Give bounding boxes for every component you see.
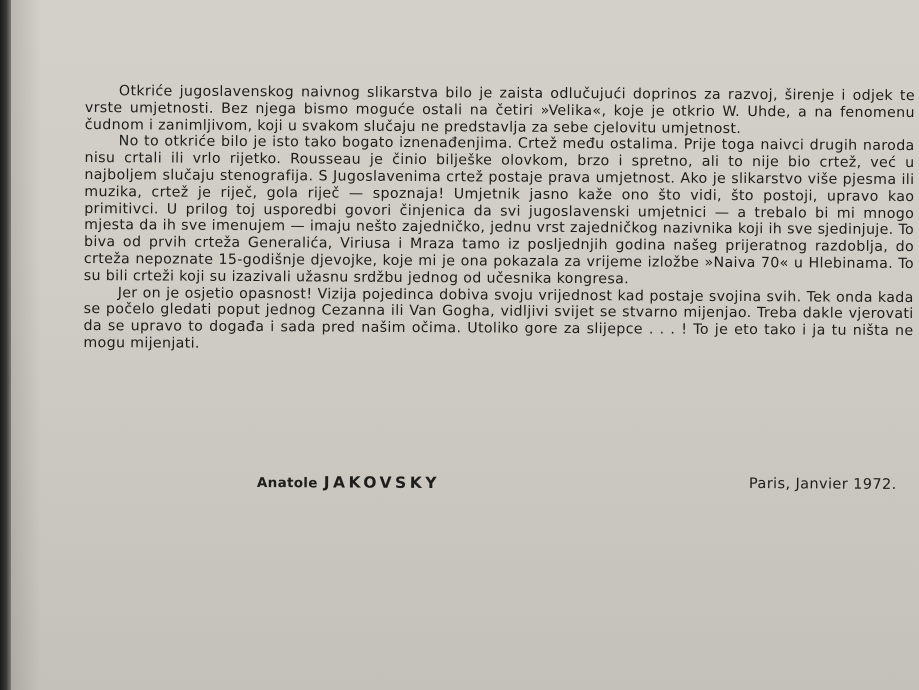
article-body	[83, 83, 915, 357]
author-first-name: Anatole	[256, 474, 318, 492]
paragraph-2: No to otkriće bilo je isto tako bogato iznenađenjima. Crtež među ostalima. Prije toga naivci drugih naroda nisu crtali ili vrlo rijetko. Rousseau je činio bilješke olovkom, brzo i spretno, ali to nije bio crtež, već u najboljem slučaju stenografija. S Jugoslavenima crtež postaje prava umjetnost. Ako je slikarstvo više pjesma ili muzika, crtež je riječ, gola riječ — spoznaja! Umjetnik jasno kaže ono što vidi, što postoji, upravo kao primitivci. U prilog toj usporedbi govori činjenica da svi jugoslavenski umjetnici — a trebalo bi mi mnogo mjesta da ih sve imenujem — imaju nešto zajedničko, jednu vrst zajedničkog nazivnika koji ih sve sjedinjuje. To biva od prvih crteža Generalića, Viriusa i Mraza tamo iz posljednjih godina našeg prijeratnog razdoblja, do crteža nepoznate 15-godišnje djevojke, koje mi je ona pokazala za vrijeme izložbe »Naiva 70« u Hlebinama. To su bili crteži koji su izazivali užasnu srdžbu jednog od učesnika kongresa.	[83, 133, 915, 288]
author-last-name: JAKOVSKY	[323, 473, 441, 493]
place-and-date: Paris, Janvier 1972.	[748, 476, 897, 493]
author-name	[257, 475, 440, 492]
book-spine-edge	[0, 0, 11, 690]
paragraph-3: Jer on je osjetio opasnost! Vizija pojedinca dobiva svoju vrijednost kad postaje svojina svih. Tek onda kada se počelo gledati poput jednog Cezanna ili Van Gogha, vidljivi svijet se stvarno mijenjao. Treba dakle vjerovati da se upravo to događa i sada pred našim očima. Utoliko gore za slijepce . . . ! To je eto tako i ja tu ništa ne mogu mijenjati.	[83, 284, 914, 352]
paragraph-1: Otkriće jugoslavenskog naivnog slikarstva bilo je zaista odlučujući doprinos za razvoj, širenje i odjek te vrste umjetnosti. Bez njega bismo moguće ostali na četiri »Velika«, koje je otkrio W. Uhde, a na fenomenu čudnom i zanimljivom, koji u svakom slučaju ne predstavlja za sebe cjelovitu umjetnost.	[84, 83, 915, 137]
page-gutter-shadow	[11, 0, 41, 690]
signature-line	[257, 473, 917, 495]
